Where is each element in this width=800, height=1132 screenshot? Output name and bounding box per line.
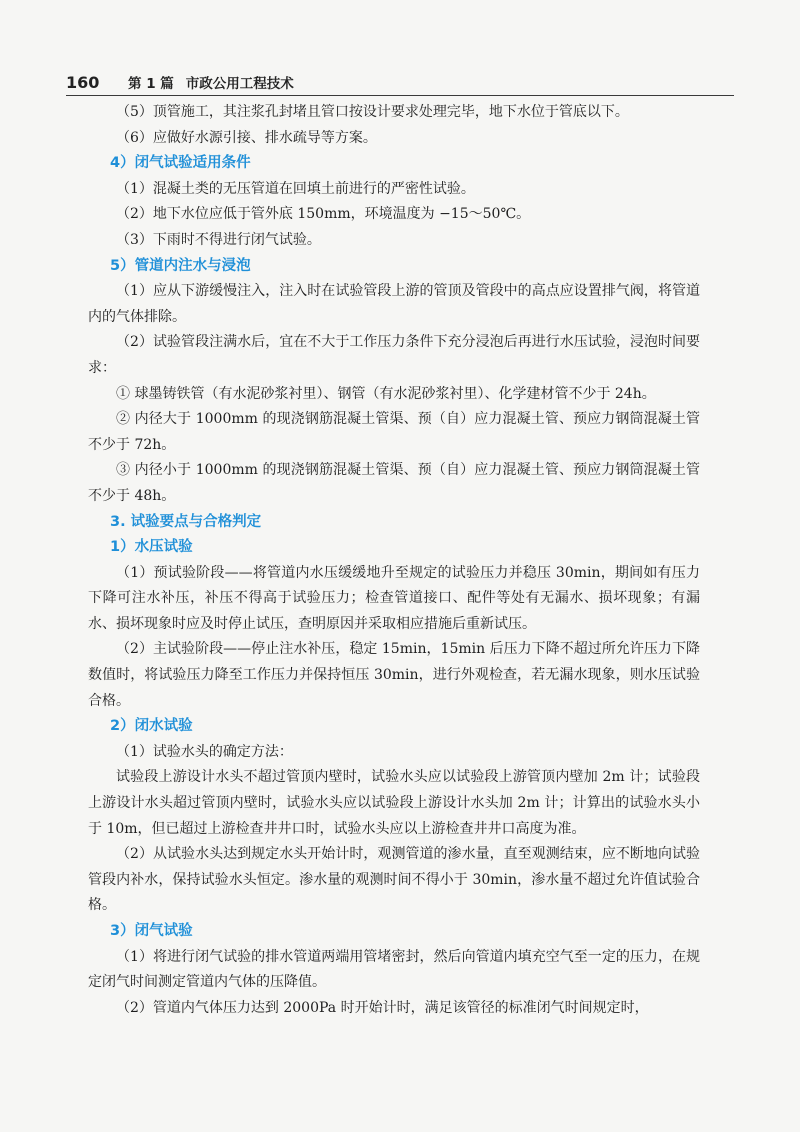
page-header — [66, 66, 734, 92]
chapter-title: 市政公用工程技术 — [185, 76, 294, 92]
list-item: ② 内径大于 1000mm 的现浇钢筋混凝土管渠、预（自）应力混凝土管、预应力钢筒混凝土管不少于 72h。 — [88, 411, 700, 453]
page-number: 160 — [66, 73, 100, 92]
list-item: ① 球墨铸铁管（有水泥砂浆衬里）、钢管（有水泥砂浆衬里）、化学建材管不少于 24h。 — [116, 385, 656, 402]
section-heading: 3）闭气试验 — [110, 923, 193, 939]
paragraph: （2）试验管段注满水后，宜在不大于工作压力条件下充分浸泡后再进行水压试验，浸泡时间要求： — [88, 334, 700, 376]
paragraph: （1）预试验阶段——将管道内水压缓缓地升至规定的试验压力并稳压 30min，期间如有压力下降可注水补压，补压不得高于试验压力；检查管道接口、配件等处有无漏水、损坏现象；有漏水、损坏现象时应及时停止试压，查明原因并采取相应措施后重新试压。 — [88, 564, 700, 632]
section-heading: 1）水压试验 — [110, 539, 193, 556]
paragraph: （2）管道内气体压力达到 2000Pa 时开始计时，满足该管径的标准闭气时间规定时， — [116, 999, 649, 1016]
paragraph: 试验段上游设计水头不超过管顶内壁时，试验水头应以试验段上游管顶内壁加 2m 计；试验段上游设计水头超过管顶内壁时，试验水头应以试验段上游设计水头加 2m 计；计算出的试验水头小于 10m，但已超过上游检查井井口时，试验水头应以上游检查井井口高度为准。 — [88, 769, 700, 837]
section-heading: 2）闭水试验 — [110, 718, 193, 735]
page-body — [88, 100, 700, 1021]
paragraph: （1）试验水头的确定方法： — [116, 743, 293, 760]
paragraph: （5）顶管施工，其注浆孔封堵且管口按设计要求处理完毕，地下水位于管底以下。 — [116, 104, 629, 120]
paragraph: （1）混凝土类的无压管道在回填土前进行的严密性试验。 — [116, 180, 475, 197]
paragraph: （2）主试验阶段——停止注水补压，稳定 15min，15min 后压力下降不超过所允许压力下降数值时，将试验压力降至工作压力并保持恒压 30min，进行外观检查，若无漏水现象，则水压试验合格。 — [88, 641, 700, 709]
paragraph: （3）下雨时不得进行闭气试验。 — [116, 231, 321, 248]
section-heading: 3. 试验要点与合格判定 — [110, 513, 262, 530]
section-heading: 4）闭气试验适用条件 — [110, 155, 251, 172]
chapter-label: 第 1 篇 — [128, 76, 174, 92]
paragraph: （2）从试验水头达到规定水头开始计时，观测管道的渗水量，直至观测结束，应不断地向试验管段内补水，保持试验水头恒定。渗水量的观测时间不得小于 30min，渗水量不超过允许值试验合格。 — [88, 846, 700, 914]
section-heading: 5）管道内注水与浸泡 — [110, 257, 251, 274]
paragraph: （1）将进行闭气试验的排水管道两端用管堵密封，然后向管道内填充空气至一定的压力，在规定闭气时间测定管道内气体的压降值。 — [88, 948, 700, 991]
paragraph: （1）应从下游缓慢注入，注入时在试验管段上游的管顶及管段中的高点应设置排气阀，将管道内的气体排除。 — [88, 283, 700, 325]
paragraph: （2）地下水位应低于管外底 150mm，环境温度为 −15～50℃。 — [116, 206, 531, 223]
paragraph: （6）应做好水源引接、排水疏导等方案。 — [116, 129, 377, 146]
list-item: ③ 内径小于 1000mm 的现浇钢筋混凝土管渠、预（自）应力混凝土管、预应力钢筒混凝土管不少于 48h。 — [88, 462, 700, 504]
header-divider — [66, 95, 734, 96]
